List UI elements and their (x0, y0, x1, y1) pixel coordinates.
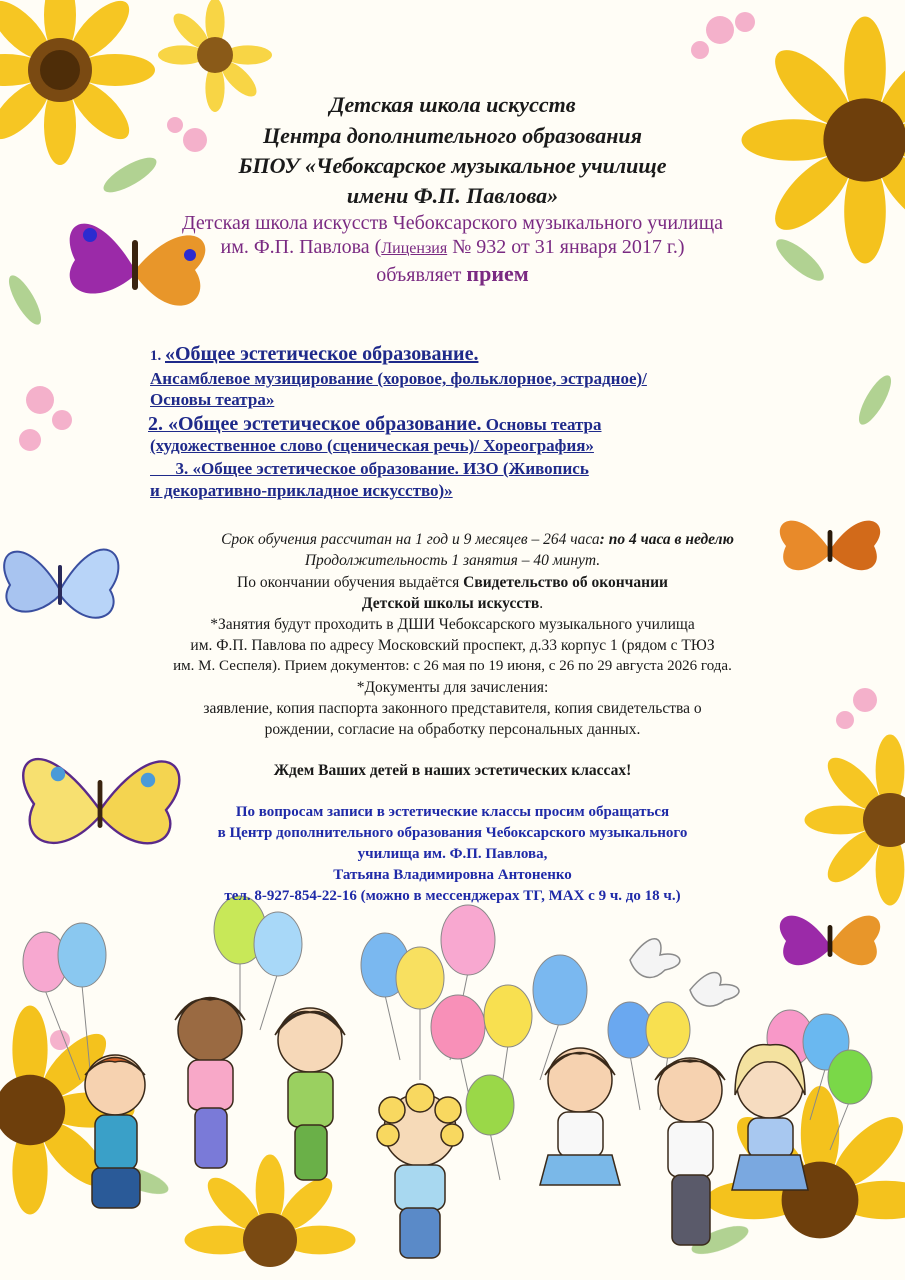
contact-line-2: в Центр дополнительного образования Чебоксарского музыкального (217, 825, 688, 841)
place-line-1: *Занятия будут проходить в ДШИ Чебоксарского музыкального училища (210, 616, 695, 633)
documents-line-1: заявление, копия паспорта законного представителя, копия свидетельства о (203, 700, 702, 717)
license-word: Лицензия (381, 240, 448, 257)
contact-line-1: По вопросам записи в эстетические классы просим обращаться (235, 804, 670, 820)
certificate-bold-2: Детской школы искусств (361, 595, 540, 612)
certificate-dot: . (539, 595, 544, 612)
documents-title: *Документы для зачисления: (356, 679, 549, 696)
program-2-title: 2. «Общее эстетическое образование. (148, 413, 482, 435)
header-line-1: Детская школа искусств (329, 92, 576, 117)
documents-line-2: рождении, согласие на обработку персональных данных. (264, 721, 641, 738)
certificate-line-1 (0, 574, 905, 592)
announce-prefix: объявляет (376, 264, 467, 286)
contact-name: Татьяна Владимировна Антоненко (333, 867, 572, 883)
duration-text: Срок обучения рассчитан на 1 год и 9 месяцев – 264 часа (221, 531, 600, 548)
program-1-title: «Общее эстетическое образование. (165, 343, 479, 365)
program-2-subtitle: Основы театра (481, 415, 602, 434)
contact-phone: тел. 8-927-854-22-16 (можно в мессенджерах ТГ, MAX с 9 ч. до 18 ч.) (224, 888, 681, 904)
duration-weekly: : по 4 часа в неделю (599, 531, 734, 548)
lesson-duration: Продолжительность 1 занятия – 40 минут. (304, 552, 601, 569)
announce-line (0, 261, 905, 287)
announce-bold: прием (466, 261, 529, 286)
program-2-line-2: (художественное слово (сценическая речь)/ Хореография» (150, 436, 594, 455)
program-1-line-1 (150, 343, 478, 366)
certificate-prefix: По окончании обучения выдаётся (237, 574, 464, 591)
header-line-3: БПОУ «Чебоксарское музыкальное училище (238, 153, 667, 178)
place-line-2: им. Ф.П. Павлова по адресу Московский проспект, д.33 корпус 1 (рядом с ТЮЗ (190, 637, 715, 654)
certificate-bold-1: Свидетельство об окончании (463, 574, 668, 591)
contact-line-3: училища им. Ф.П. Павлова, (357, 846, 548, 862)
intro-line-1: Детская школа искусств Чебоксарского музыкального училища (181, 212, 723, 234)
place-line-3: им. М. Сеспеля). Прием документов: с 26 мая по 19 июня, с 26 по 29 августа 2026 года. (173, 658, 732, 674)
intro-line-2 (0, 236, 905, 259)
program-3-line-2: и декоративно-прикладное искусство)» (150, 481, 453, 500)
program-2-line-1 (148, 413, 602, 436)
program-1-line-3: Основы театра» (150, 390, 275, 409)
program-1-number: 1. (150, 348, 165, 364)
header-line-4: имени Ф.П. Павлова» (346, 183, 559, 208)
intro-line-2-prefix: им. Ф.П. Павлова ( (220, 236, 382, 258)
program-3-line-1: 3. «Общее эстетическое образование. ИЗО (Живопись (150, 459, 589, 478)
header-line-2: Центра дополнительного образования (263, 123, 642, 148)
program-1-line-2: Ансамблевое музицирование (хоровое, фольклорное, эстрадное)/ (150, 369, 647, 388)
intro-line-2-suffix: № 932 от 31 января 2017 г.) (447, 236, 685, 258)
wait-message: Ждем Ваших детей в наших эстетических классах! (273, 762, 632, 779)
certificate-line-2 (0, 595, 905, 613)
duration-line (25, 531, 905, 549)
